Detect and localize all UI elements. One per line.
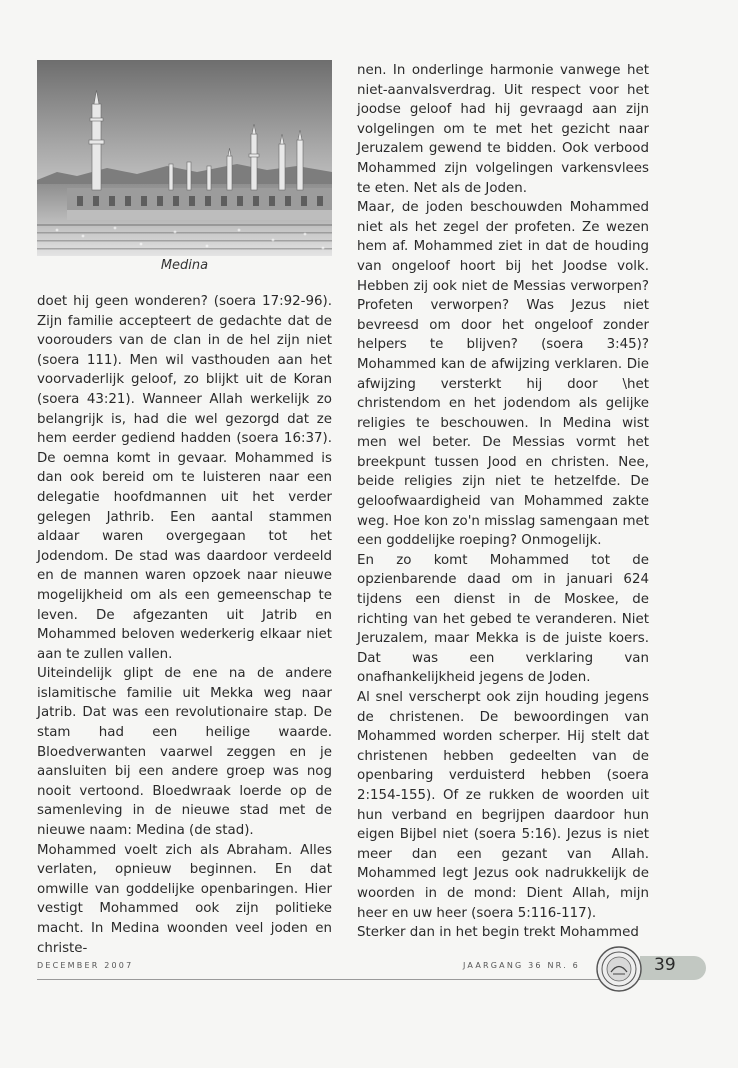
medina-photo [37,60,332,256]
footer-issue: JAARGANG 36 NR. 6 [463,961,580,970]
footer-rule [37,979,649,980]
right-column [357,61,649,943]
emblem-icon [595,945,643,993]
paragraph: Al snel verscherpt ook zijn houding jegens de christenen. De bewoordingen van Mohammed worden scherper. Hij stelt dat christenen hebben gedeelten van de openbaring verduisterd hebben (soera 2:154-155). Of ze rukken de woorden uit hun verband en begrijpen daardoor hun eigen Bijbel niet (soera 5:16). Jezus is niet meer dan een gezant van Allah. Mohammed legt Jezus ook nadrukkelijk de woorden in de mond: Dient Allah, mijn heer en uw heer (soera 5:116-117). [357,690,649,921]
paragraph: doet hij geen wonderen? (soera 17:92-96). Zijn familie accepteert de gedachte dat de voorouders van de clan in de hel zijn niet (soera 111). Men wil vasthouden aan het voorvaderlijk geloof, zo blijkt uit de Koran (soera 43:21). Wanneer Allah werkelijk zo belangrijk is, had die wel gezorgd dat ze hem eerder gediend hadden (soera 16:37). De oemna komt in gevaar. Mohammed is dan ook bereid om te luisteren naar een delegatie hoofdmannen uit het verder gelegen Jathrib. Een aantal stammen aldaar waren overgegaan tot het Jodendom. De stad was daardoor verdeeld en de mannen waren opzoek naar nieuwe mogelijkheid om als een gemeenschap te leven. De afgezanten uit Jatrib en Mohammed beloven wederkerig elkaar niet aan te zullen vallen. [37,294,332,662]
paragraph: Maar, de joden beschouwden Mohammed niet als het zegel der profeten. Ze wezen hem af. Mohammed ziet in dat de houding van ongeloof hoort bij het Joodse volk. Hebben zij ook niet de Messias verworpen? Profeten verworpen? Was Jezus niet bevreesd om door het ongeloof zonder helpers te blijven? (soera 3:45)? Mohammed kan de afwijzing verklaren. Die afwijzing versterkt hij door \het christendom en het jodendom als gelijke religies te beschouwen. In Medina wist men wel beter. De Messias vormt het breekpunt tussen Jood en christen. Nee, beide religies zijn niet te hetzelfde. De geloofwaardigheid van Mohammed zakte weg. Hoe kon zo'n misslag samengaan met een goddelijke roeping? Onmogelijk. [357,200,649,549]
paragraph: nen. In onderlinge harmonie vanwege het niet-aanvalsverdrag. Uit respect voor het joodse geloof had hij gevraagd aan zijn volgelingen om te met het gezicht naar Jeruzalem gewend te bidden. Ook verbood Mohammed zijn volgelingen varkensvlees te eten. Net als de Joden. [357,63,649,196]
page-number: 39 [654,955,676,975]
photo-caption: Medina [160,258,209,273]
left-column [37,292,332,958]
paragraph: En zo komt Mohammed tot de opzienbarende daad om in januari 624 tijdens een dienst in de Moskee, de richting van het gebed te veranderen. Niet Jeruzalem, maar Mekka is de juiste koers. Dat was een verklaring van onafhankelijkheid jegens de Joden. [357,552,649,686]
paragraph: Uiteindelijk glipt de ene na de andere islamitische familie uit Mekka weg naar Jatrib. Dat was een revolutionaire stap. De stam had een heilige waarde. Bloedverwanten vaarwel zeggen en je aansluiten bij een andere groep was nog nooit vertoond. Bloedwraak loerde op de samenleving in de nieuwe stad met de nieuwe naam: Medina (de stad). [37,666,332,839]
footer-date: DECEMBER 2007 [37,961,134,970]
paragraph: Mohammed voelt zich als Abraham. Alles verlaten, opnieuw beginnen. En dat omwille van goddelijke openbaringen. Hier vestigt Mohammed ook zijn politieke macht. In Medina woonden veel joden en christe- [37,842,332,956]
paragraph: Sterker dan in het begin trekt Mohammed [357,925,639,941]
